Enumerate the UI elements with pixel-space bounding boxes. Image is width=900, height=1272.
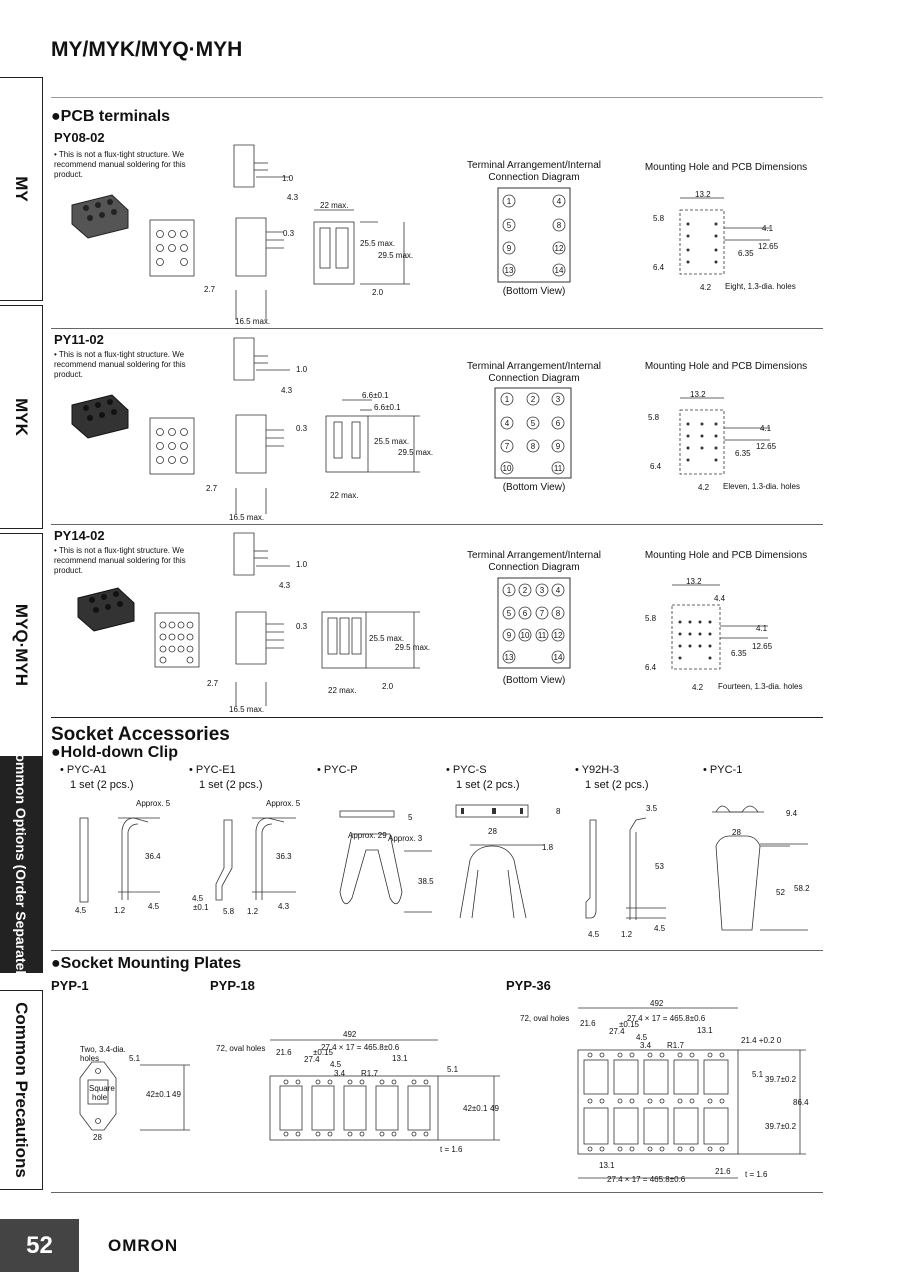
svg-text:6.4: 6.4 [645,663,657,672]
svg-text:5.8: 5.8 [223,907,235,916]
svg-text:Approx. 29: Approx. 29 [348,831,387,840]
dimension-labels-1 [204,174,299,326]
clip-drawings [80,805,808,930]
pin-number: 4 [504,419,510,428]
socket-accessories-heading: Socket Accessories [51,724,230,745]
svg-text:13.2: 13.2 [695,190,711,199]
pcb-dims-2 [648,390,777,492]
svg-text:±0.1: ±0.1 [193,903,209,912]
clip-dims [75,799,810,939]
svg-text:4.3: 4.3 [278,902,290,911]
page-number: 52 [0,1219,79,1272]
svg-text:1.2: 1.2 [621,930,633,939]
clip-pyc-e1: • PYC-E1 1 set (2 pcs.) [189,764,263,791]
pin-number: 6 [522,609,528,618]
bottom-view-1: (Bottom View) [502,286,566,297]
svg-text:12.65: 12.65 [756,442,777,451]
svg-text:25.5 max.: 25.5 max. [360,239,396,248]
pin-number: 11 [537,631,547,640]
svg-text:21.6: 21.6 [276,1048,292,1057]
pin-number: 9 [555,442,561,451]
bottom-view-3: (Bottom View) [502,675,566,686]
svg-text:13.2: 13.2 [690,390,706,399]
svg-text:58.2: 58.2 [794,884,810,893]
sidetab-common-options[interactable]: Common Options (Order Separately) [0,757,43,973]
holes-py14: Fourteen, 1.3-dia. holes [718,682,803,691]
svg-text:4.5: 4.5 [588,930,600,939]
mounting-caption: Mounting Hole and PCB Dimensions [644,162,808,173]
pin-number: 8 [555,609,561,618]
pin-number: 3 [555,395,561,404]
svg-text:49: 49 [172,1090,181,1099]
pin-number: 6 [555,419,561,428]
socket-side-view [234,145,290,320]
pin-number: 9 [506,244,512,253]
svg-text:22 max.: 22 max. [320,201,349,210]
pin-number: 2 [522,586,528,595]
pin-number: 3 [539,586,545,595]
model-py11-02: PY11-02 [54,332,104,347]
svg-text:28: 28 [488,827,497,836]
svg-text:1.2: 1.2 [114,906,126,915]
terminal-caption: Terminal Arrangement/Internal Connection Diagram [467,361,601,384]
svg-text:28: 28 [732,828,741,837]
svg-text:52: 52 [776,888,785,897]
pin-number: 12 [553,631,563,640]
svg-text:1.2: 1.2 [247,907,259,916]
svg-text:4.2: 4.2 [700,283,712,292]
mounting-caption: Mounting Hole and PCB Dimensions [644,550,808,561]
svg-text:86.4: 86.4 [793,1098,809,1107]
svg-text:42±0.1: 42±0.1 [146,1090,171,1099]
sidetab-myq-myh[interactable]: MYQ·MYH [0,533,43,757]
divider [51,1192,823,1193]
dimension-labels-2 [206,365,308,522]
svg-text:22 max.: 22 max. [328,686,357,695]
svg-text:21.6: 21.6 [715,1167,731,1176]
clip-pyc-a1: • PYC-A1 1 set (2 pcs.) [60,764,134,791]
mounting-caption: Mounting Hole and PCB Dimensions [644,361,808,372]
svg-text:4.1: 4.1 [760,424,772,433]
svg-text:8: 8 [556,807,561,816]
pin-number: 9 [506,631,512,640]
svg-text:72, oval holes: 72, oval holes [520,1014,570,1023]
svg-text:Two, 3.4-dia.: Two, 3.4-dia. [80,1045,126,1054]
plate-pyp-36-label: PYP-36 [506,978,551,993]
svg-text:29.5 max.: 29.5 max. [378,251,414,260]
pin-number: 5 [506,221,512,230]
svg-text:39.7±0.2: 39.7±0.2 [765,1122,797,1131]
pin-number: 5 [506,609,512,618]
svg-text:29.5 max.: 29.5 max. [398,448,434,457]
bottom-view-2: (Bottom View) [502,482,566,493]
svg-text:4.5: 4.5 [75,906,87,915]
terminal-caption: Terminal Arrangement/Internal Connection Diagram [467,550,601,573]
model-py14-02: PY14-02 [54,528,105,543]
pin-number: 5 [530,419,536,428]
plate-pyp-1-label: PYP-1 [51,978,89,993]
flux-note: • This is not a flux-tight structure. We recommend manual soldering for this product. [54,350,186,379]
socket-side-view-2 [234,338,290,514]
svg-text:27.4 × 17 = 465.8±0.6: 27.4 × 17 = 465.8±0.6 [607,1175,686,1184]
svg-text:R1.7: R1.7 [667,1041,684,1050]
svg-text:4.5: 4.5 [330,1060,342,1069]
dimension-labels-3 [207,560,308,714]
svg-text:Square: Square [89,1084,115,1093]
flux-note: • This is not a flux-tight structure. We recommend manual soldering for this product. [54,546,186,575]
pin-number: 11 [553,464,563,473]
svg-text:1.0: 1.0 [296,560,308,569]
pcb-dims-1 [653,190,779,292]
svg-text:16.5 max.: 16.5 max. [235,317,271,326]
pin-number: 1 [504,395,510,404]
svg-text:16.5 max.: 16.5 max. [229,705,265,714]
divider [51,524,823,525]
svg-text:2.7: 2.7 [206,484,218,493]
svg-text:4.2: 4.2 [692,683,704,692]
pcb-holes-1 [680,198,770,274]
socket-top-view [150,220,194,276]
svg-text:27.4 × 17 = 465.8±0.6: 27.4 × 17 = 465.8±0.6 [321,1043,400,1052]
plate-pyp-18-dims [216,1030,499,1154]
svg-text:6.6±0.1: 6.6±0.1 [374,403,401,412]
socket-photo-2 [72,395,128,438]
svg-text:21.6: 21.6 [580,1019,596,1028]
holes-py11: Eleven, 1.3-dia. holes [723,482,800,491]
pin-number: 10 [520,631,530,640]
svg-text:t = 1.6: t = 1.6 [440,1145,463,1154]
plate-pyp-18-label: PYP-18 [210,978,255,993]
svg-text:4.1: 4.1 [762,224,774,233]
svg-text:5.1: 5.1 [752,1070,764,1079]
svg-text:3.4: 3.4 [334,1069,346,1078]
pin-number: 14 [554,266,564,275]
svg-text:Approx. 5: Approx. 5 [266,799,301,808]
pin-number: 1 [506,197,512,206]
svg-text:6.4: 6.4 [653,263,665,272]
svg-text:5.8: 5.8 [653,214,665,223]
svg-text:4.4: 4.4 [714,594,726,603]
svg-text:Approx. 3: Approx. 3 [388,834,423,843]
svg-text:27.4: 27.4 [609,1027,625,1036]
svg-text:holes: holes [80,1054,100,1063]
svg-text:2.7: 2.7 [204,285,216,294]
sidetab-myk[interactable]: MYK [0,305,43,529]
svg-text:6.6±0.1: 6.6±0.1 [362,391,389,400]
pin-number: 14 [553,653,563,662]
svg-text:6.4: 6.4 [650,462,662,471]
svg-text:29.5 max.: 29.5 max. [395,643,431,652]
clip-y92h-3: • Y92H-3 1 set (2 pcs.) [575,764,649,791]
svg-text:492: 492 [343,1030,357,1039]
clip-pyc-1: • PYC-1 [703,764,743,776]
svg-text:27.4 × 17 = 465.8±0.6: 27.4 × 17 = 465.8±0.6 [627,1014,706,1023]
svg-text:492: 492 [650,999,664,1008]
dimension-labels-1b [320,201,413,297]
plate-pyp-36-dims [520,999,809,1184]
svg-text:5.1: 5.1 [447,1065,459,1074]
svg-text:3.5: 3.5 [646,804,658,813]
svg-text:13.2: 13.2 [686,577,702,586]
model-py08-02: PY08-02 [54,130,105,145]
svg-text:hole: hole [92,1093,108,1102]
pin-number: 12 [554,244,564,253]
page-title: MY/MYK/MYQ·MYH [51,38,243,61]
pin-number: 8 [530,442,536,451]
svg-text:38.5: 38.5 [418,877,434,886]
svg-text:t = 1.6: t = 1.6 [745,1170,768,1179]
svg-text:16.5 max.: 16.5 max. [229,513,265,522]
dimension-labels-2b [330,391,433,500]
svg-text:22 max.: 22 max. [330,491,359,500]
svg-text:1.8: 1.8 [542,843,554,852]
socket-photo-3 [78,588,134,631]
svg-text:4.5: 4.5 [148,902,160,911]
sidetab-common-precautions[interactable]: Common Precautions [0,990,43,1190]
svg-text:9.4: 9.4 [786,809,798,818]
divider [51,717,823,718]
svg-text:72, oval holes: 72, oval holes [216,1044,266,1053]
svg-text:2.0: 2.0 [372,288,384,297]
svg-text:12.65: 12.65 [758,242,779,251]
svg-text:±0.15: ±0.15 [313,1048,333,1057]
svg-text:13.1: 13.1 [599,1161,615,1170]
socket-top-view-3 [155,613,199,667]
socket-front-view-2 [326,400,420,472]
plate-pyp-1-dims [80,1045,181,1142]
svg-text:27.4: 27.4 [304,1055,320,1064]
svg-text:21.4 +0.2 0: 21.4 +0.2 0 [741,1036,782,1045]
svg-text:3.4: 3.4 [640,1041,652,1050]
svg-text:53: 53 [655,862,664,871]
svg-text:5.1: 5.1 [129,1054,141,1063]
dimension-labels-3b [328,634,430,695]
pin-number: 7 [504,442,510,451]
svg-text:5.8: 5.8 [645,614,657,623]
omron-logo: OMRON [108,1236,179,1255]
svg-text:0.3: 0.3 [296,424,308,433]
divider [51,328,823,329]
divider [51,950,823,951]
pcb-terminals-heading: ●PCB terminals [51,108,171,125]
svg-text:36.3: 36.3 [276,852,292,861]
pin-number: 1 [506,586,512,595]
terminal-caption: Terminal Arrangement/Internal Connection Diagram [467,160,601,183]
svg-text:4.3: 4.3 [287,193,299,202]
svg-text:25.5 max.: 25.5 max. [374,437,410,446]
svg-text:4.3: 4.3 [279,581,291,590]
pin-number: 4 [555,586,561,595]
pin-number: 4 [556,197,562,206]
socket-top-view-2 [150,418,194,474]
pin-number: 2 [530,395,536,404]
svg-text:5: 5 [408,813,413,822]
svg-text:39.7±0.2: 39.7±0.2 [765,1075,797,1084]
pin-number: 7 [539,609,545,618]
svg-text:Approx. 5: Approx. 5 [136,799,171,808]
svg-text:42±0.1: 42±0.1 [463,1104,488,1113]
svg-text:13.1: 13.1 [697,1026,713,1035]
sidetab-my[interactable]: MY [0,77,43,301]
clip-pyc-s: • PYC-S 1 set (2 pcs.) [446,764,520,791]
flux-note: • This is not a flux-tight structure. We recommend manual soldering for this product. [54,150,186,179]
svg-text:1.0: 1.0 [296,365,308,374]
svg-text:28: 28 [93,1133,102,1142]
svg-text:4.1: 4.1 [756,624,768,633]
svg-text:4.5: 4.5 [654,924,666,933]
pin-number: 10 [502,464,512,473]
svg-text:49: 49 [490,1104,499,1113]
svg-text:0.3: 0.3 [296,622,308,631]
svg-text:6.35: 6.35 [731,649,747,658]
mounting-plates-heading: ●Socket Mounting Plates [51,955,242,972]
svg-text:6.35: 6.35 [735,449,751,458]
svg-text:0.3: 0.3 [283,229,295,238]
svg-text:36.4: 36.4 [145,852,161,861]
svg-text:R1.7: R1.7 [361,1069,378,1078]
svg-text:1.0: 1.0 [282,174,294,183]
svg-text:±0.15: ±0.15 [619,1020,639,1029]
pin-number: 8 [556,221,562,230]
holes-py08: Eight, 1.3-dia. holes [725,282,796,291]
svg-text:6.35: 6.35 [738,249,754,258]
svg-text:2.7: 2.7 [207,679,219,688]
svg-text:2.0: 2.0 [382,682,394,691]
svg-text:13.1: 13.1 [392,1054,408,1063]
svg-text:4.2: 4.2 [698,483,710,492]
socket-side-view-3 [234,533,290,706]
socket-photo [72,195,128,238]
hold-down-clip-heading: ●Hold-down Clip [51,744,178,761]
pin-number: 13 [504,266,514,275]
svg-text:25.5 max.: 25.5 max. [369,634,405,643]
svg-text:4.5: 4.5 [636,1033,648,1042]
clip-pyc-p: • PYC-P [317,764,358,776]
pin-number: 13 [504,653,514,662]
svg-text:4.5: 4.5 [192,894,204,903]
svg-text:12.65: 12.65 [752,642,773,651]
svg-text:4.3: 4.3 [281,386,293,395]
svg-text:5.8: 5.8 [648,413,660,422]
pcb-holes-2 [680,398,770,474]
